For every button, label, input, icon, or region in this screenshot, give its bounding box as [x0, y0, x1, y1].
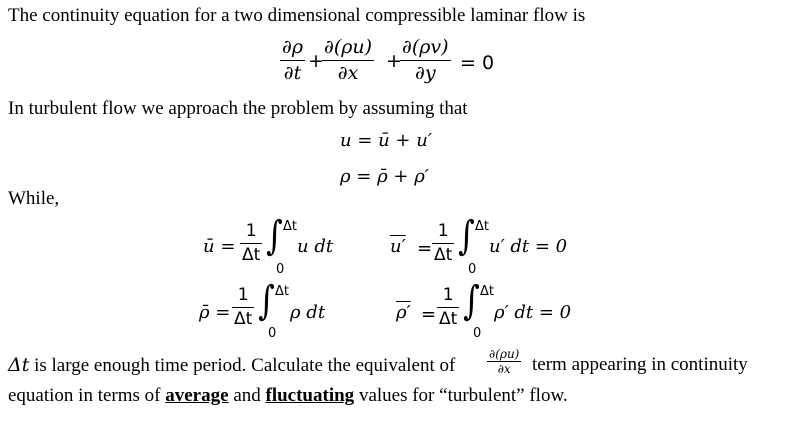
- fraction-dt: Δt: [242, 245, 261, 265]
- term-drhou-dx-den: ∂x: [337, 62, 359, 84]
- integral-sign: ∫: [463, 278, 480, 324]
- fraction-one: 1: [442, 285, 454, 305]
- integral-sign: ∫: [458, 213, 475, 259]
- question-line2-a: equation in terms of: [8, 385, 166, 406]
- fraction-dt: Δt: [439, 309, 458, 329]
- fraction-one: 1: [437, 221, 449, 241]
- ubar-fraction: [240, 223, 262, 264]
- term-drho-dt-num: ∂ρ: [282, 36, 303, 58]
- uprime-fraction: [432, 223, 454, 264]
- plus-sign-1: +: [308, 50, 324, 72]
- term-drhov-dy-den: ∂y: [415, 62, 436, 84]
- term-drhov-dy: [400, 38, 451, 83]
- question-and: and: [228, 385, 266, 406]
- question-text-a: is large enough time period. Calculate the equivalent of: [29, 355, 456, 376]
- velocity-decomposition: u = ū + u′: [340, 130, 432, 151]
- question-text-b: term appearing in continuity: [532, 354, 748, 375]
- inline-fraction-num: ∂(ρu): [489, 347, 520, 361]
- question-line2-b: values for “turbulent” flow.: [354, 385, 568, 406]
- rhobar-fraction: [232, 287, 254, 328]
- fraction-one: 1: [245, 221, 257, 241]
- fraction-dt: Δt: [234, 309, 253, 329]
- delta-t-symbol: Δt: [8, 354, 30, 376]
- term-drho-dt: [280, 38, 305, 83]
- rhoprime-integrand: ρ′ dt = 0: [494, 302, 572, 323]
- inline-fraction: [487, 348, 521, 375]
- fraction-dt: Δt: [434, 245, 453, 265]
- equals-sign: =: [417, 238, 433, 259]
- upper-limit: Δt: [475, 219, 489, 234]
- term-drhou-dx-num: ∂(ρu): [324, 36, 373, 58]
- density-decomposition: ρ = ρ̄ + ρ′: [340, 166, 429, 187]
- ubar-integrand: u dt: [297, 236, 334, 257]
- ubar-lhs: ū =: [203, 236, 236, 257]
- equals-zero: = 0: [460, 52, 495, 74]
- integral-sign: ∫: [258, 278, 275, 324]
- term-drho-dt-den: ∂t: [283, 62, 302, 84]
- turbulent-intro-text: In turbulent flow we approach the problem by assuming that: [8, 98, 468, 119]
- upper-limit: Δt: [480, 284, 494, 299]
- intro-text: The continuity equation for a two dimensional compressible laminar flow is: [8, 5, 586, 26]
- question-line-2: [8, 385, 568, 407]
- upper-limit: Δt: [283, 219, 297, 234]
- plus-sign-2: +: [386, 50, 402, 72]
- rhoprime-fraction: [437, 287, 459, 328]
- lower-limit: 0: [468, 262, 477, 277]
- inline-fraction-den: ∂x: [497, 362, 511, 376]
- integral-sign: ∫: [266, 213, 283, 259]
- term-drhou-dx: [322, 38, 374, 83]
- lower-limit: 0: [473, 326, 482, 341]
- fraction-one: 1: [237, 285, 249, 305]
- rhoprime-bar-lhs: ρ′: [396, 302, 411, 323]
- rhobar-lhs: ρ̄ =: [199, 302, 231, 323]
- upper-limit: Δt: [275, 284, 289, 299]
- term-drhov-dy-num: ∂(ρv): [402, 36, 449, 58]
- lower-limit: 0: [268, 326, 277, 341]
- question-line-1: [8, 354, 455, 377]
- while-text: While,: [8, 188, 60, 209]
- uprime-integrand: u′ dt = 0: [489, 236, 568, 257]
- average-emphasis: average: [165, 385, 229, 406]
- rhobar-integrand: ρ dt: [290, 302, 326, 323]
- uprime-bar-lhs: u′: [390, 236, 406, 257]
- equals-sign: =: [421, 304, 437, 325]
- fluctuating-emphasis: fluctuating: [265, 385, 355, 406]
- lower-limit: 0: [276, 262, 285, 277]
